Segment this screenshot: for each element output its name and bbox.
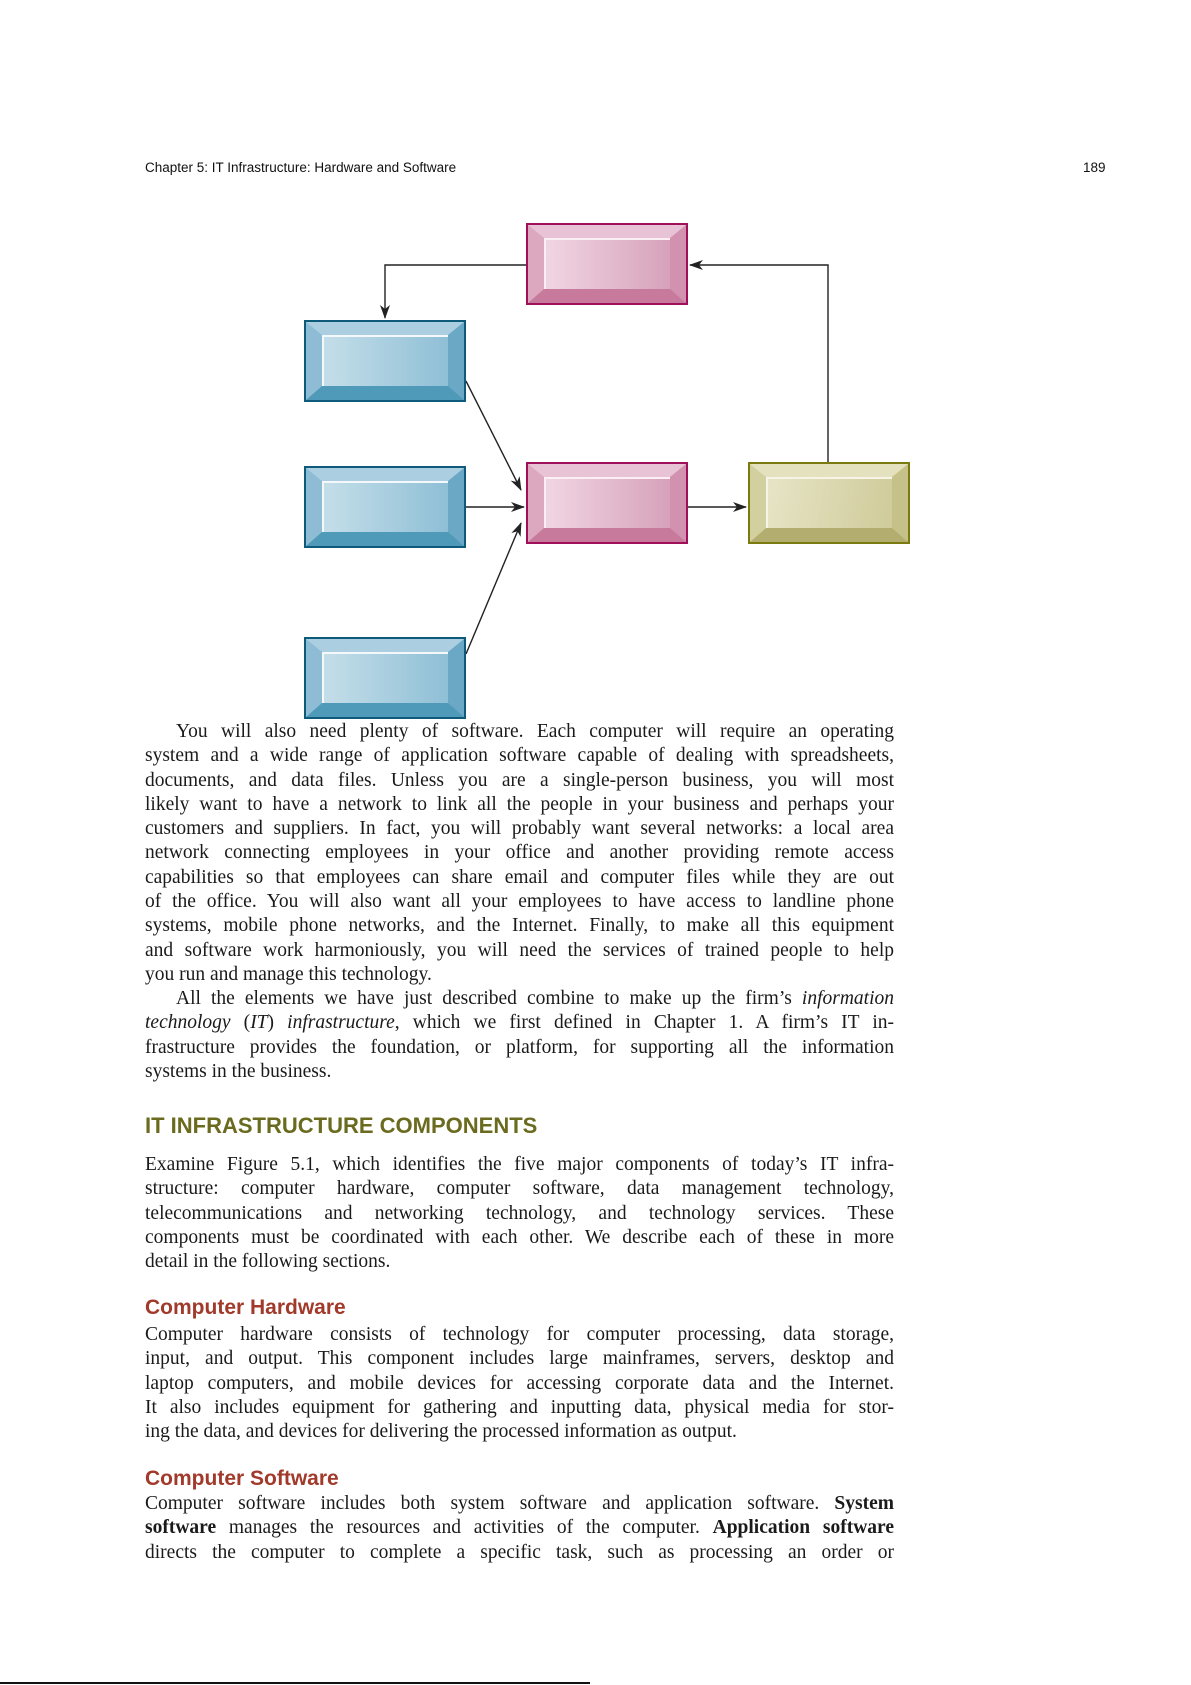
text-line — [145, 866, 894, 890]
text-line — [145, 987, 894, 1011]
text-segment: capabilities so that employees can share email and computer files while they are out — [145, 866, 894, 888]
paragraph-software-need — [145, 720, 894, 987]
diagram-box-blue-1 — [304, 320, 466, 402]
running-title: Chapter 5: IT Infrastructure: Hardware and Software — [145, 160, 457, 175]
text-line — [145, 744, 894, 768]
italic-term: technology — [145, 1012, 231, 1034]
text-line — [145, 1492, 894, 1516]
text-line — [145, 1420, 894, 1444]
text-line — [145, 1226, 894, 1250]
bold-term: System — [834, 1493, 894, 1514]
text-segment: telecommunications and networking technology, and technology services. These — [145, 1202, 894, 1224]
text-segment: customers and suppliers. In fact, you will probably want several networks: a local area — [145, 818, 894, 840]
text-line — [145, 890, 894, 914]
text-line — [145, 1036, 894, 1060]
text-line — [145, 1060, 894, 1084]
text-segment: systems, mobile phone networks, and the Internet. Finally, to make all this equipment — [145, 915, 894, 937]
connector-blue3-to-center — [466, 523, 521, 654]
text-line — [145, 841, 894, 865]
text-segment: network connecting employees in your office and another providing remote access — [145, 842, 894, 864]
text-line — [145, 1541, 894, 1565]
section-heading: IT INFRASTRUCTURE COMPONENTS — [145, 1113, 538, 1138]
text-segment: , which we first defined in Chapter 1. A firm’s IT in- — [394, 1012, 894, 1034]
diagram-box-center-pink — [526, 462, 688, 544]
subheading-computer-software: Computer Software — [145, 1467, 339, 1490]
italic-term: IT — [250, 1012, 268, 1034]
bold-term: software — [145, 1517, 217, 1539]
text-line — [145, 1516, 894, 1540]
text-segment: input, and output. This component includes large mainframes, servers, desktop and — [145, 1348, 894, 1370]
text-line — [145, 1323, 894, 1347]
text-segment: documents, and data files. Unless you are a single-person business, you will most — [145, 769, 894, 791]
connector-blue1-to-center — [466, 381, 521, 490]
text-line — [145, 1011, 894, 1035]
text-line — [145, 769, 894, 793]
connector-top-to-blue1 — [385, 265, 526, 318]
diagram-box-blue-2 — [304, 466, 466, 548]
diagram-box-blue-3 — [304, 637, 466, 719]
text-segment: All the elements we have just described combine to make up the firm’s — [176, 988, 802, 1009]
text-line — [145, 1396, 894, 1420]
connector-olive-to-top — [690, 265, 828, 462]
text-line — [145, 1202, 894, 1226]
text-line — [145, 1250, 894, 1274]
diagram-box-olive — [748, 462, 910, 544]
paragraph-computer-hardware — [145, 1323, 894, 1444]
text-segment: components must be coordinated with each other. We describe each of these in more — [145, 1226, 894, 1248]
paragraph-components-intro — [145, 1153, 894, 1274]
text-line — [145, 939, 894, 963]
text-line — [145, 793, 894, 817]
diagram-box-top-pink — [526, 223, 688, 305]
paragraph-it-infrastructure-definition — [145, 987, 894, 1084]
italic-term: infrastructure — [287, 1012, 395, 1034]
italic-term: information — [801, 988, 894, 1009]
text-segment: you run and manage this technology. — [145, 963, 432, 985]
text-line — [145, 1372, 894, 1396]
paragraph-computer-software — [145, 1492, 894, 1565]
bold-term: Application software — [712, 1517, 894, 1539]
text-line — [145, 720, 894, 744]
text-segment: likely want to have a network to link all the people in your business and perhaps your — [145, 793, 894, 815]
text-line — [145, 1177, 894, 1201]
text-segment: Computer software includes both system software and application software. — [145, 1493, 835, 1514]
subheading-computer-hardware: Computer Hardware — [145, 1296, 346, 1319]
text-segment: ) — [267, 1012, 288, 1034]
text-segment: of the office. You will also want all your employees to have access to landline phone — [145, 891, 894, 913]
page-bottom-rule — [0, 1682, 590, 1684]
text-segment: You will also need plenty of software. Each computer will require an operating — [176, 721, 894, 742]
text-segment: ing the data, and devices for delivering the processed information as output. — [145, 1421, 737, 1443]
text-segment: Computer hardware consists of technology for computer processing, data storage, — [145, 1324, 894, 1345]
text-line — [145, 1347, 894, 1371]
diagram-connectors — [0, 0, 1191, 760]
text-segment: detail in the following sections. — [145, 1251, 391, 1273]
text-segment: Examine Figure 5.1, which identifies the five major components of today’s IT infra- — [145, 1154, 894, 1175]
text-segment: frastructure provides the foundation, or platform, for supporting all the information — [145, 1036, 894, 1058]
text-segment: It also includes equipment for gathering and inputting data, physical media for stor- — [145, 1396, 894, 1418]
text-segment: systems in the business. — [145, 1060, 332, 1082]
text-segment: and software work harmoniously, you will need the services of trained people to help — [145, 939, 894, 961]
text-segment: structure: computer hardware, computer software, data management technology, — [145, 1178, 894, 1200]
text-line — [145, 914, 894, 938]
page-number: 189 — [1083, 160, 1106, 175]
text-segment: laptop computers, and mobile devices for accessing corporate data and the Internet. — [145, 1372, 894, 1394]
text-line — [145, 963, 894, 987]
text-segment: directs the computer to complete a specific task, such as processing an order or — [145, 1541, 894, 1563]
text-line — [145, 1153, 894, 1177]
text-segment: manages the resources and activities of the computer. — [216, 1517, 713, 1539]
text-segment: ( — [230, 1012, 251, 1034]
text-line — [145, 817, 894, 841]
text-segment: system and a wide range of application software capable of dealing with spreadsheets, — [145, 745, 894, 767]
